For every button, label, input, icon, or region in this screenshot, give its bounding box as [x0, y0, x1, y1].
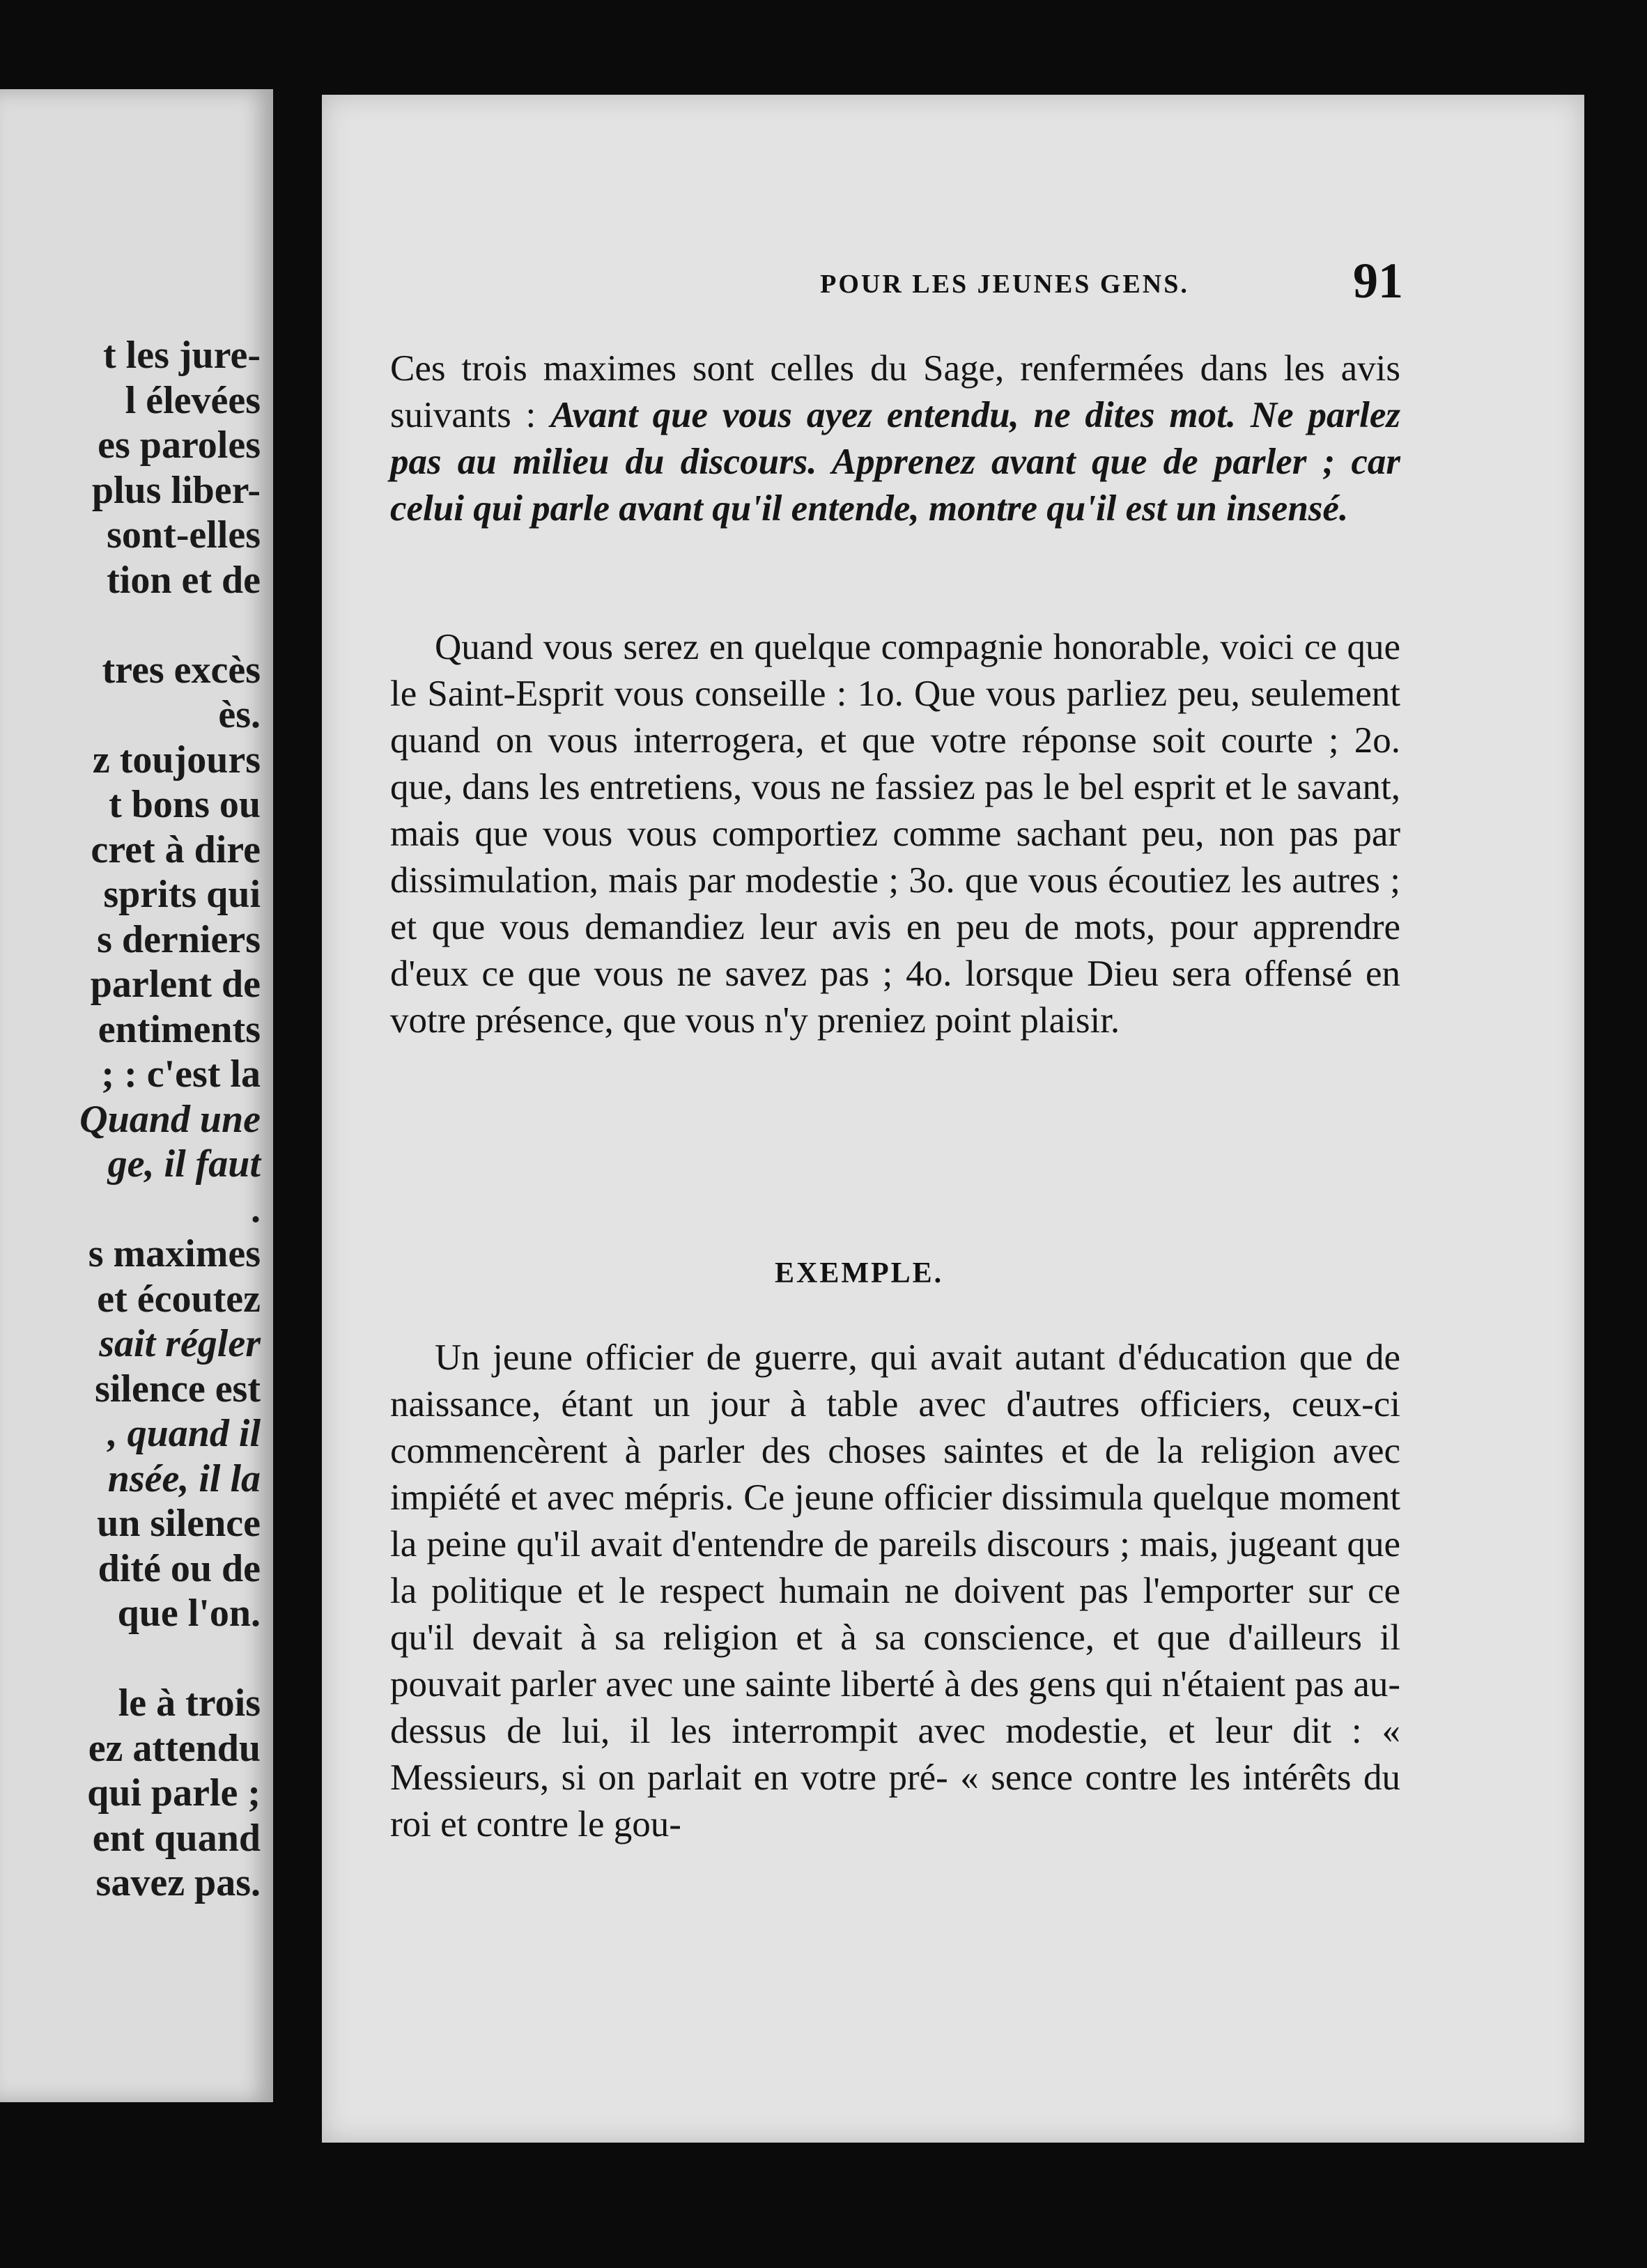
left-page-fragment: [0, 89, 273, 2102]
left-page-line: tion et de: [107, 558, 261, 602]
left-page-line: tres excès: [102, 648, 261, 692]
paragraph-example-text: Un jeune officier de guerre, qui avait autant d'éducation que de naissance, étant un jour à table avec d'autres officiers, ceux-ci commencèrent à parler des choses saintes et de la religion avec impiété et avec mépris. Ce jeune officier dissimula quelque moment la peine qu'il avait d'entendre de pareils discours ; mais, jugeant que la politique et le respect humain ne doivent pas l'emporter sur ce qu'il devait à sa religion et à sa conscience, et que d'ailleurs il pouvait parler avec une sainte liberté à des gens qui n'étaient pas au-dessus de lui, il les interrompit avec modestie, et leur dit : « Messieurs, si on parlait en votre pré- « sence contre les intérêts du roi et contre le gou-: [390, 1337, 1400, 1844]
paragraph-advice-text: Quand vous serez en quelque compagnie honorable, voici ce que le Saint-Esprit vous conseille : 1o. Que vous parliez peu, seulement quand on vous interrogera, et que votre réponse soit courte ; 2o. que, dans les entretiens, vous ne fassiez pas le bel esprit et le savant, mais que vous vous comportiez comme sachant peu, non pas par dissimulation, mais par modestie ; 3o. que vous écoutiez les autres ; et que vous demandiez leur avis en peu de mots, pour apprendre d'eux ce que vous ne savez pas ; 4o. lorsque Dieu sera offensé en votre présence, que vous n'y preniez point plaisir.: [390, 627, 1400, 1041]
left-page-line: un silence: [97, 1502, 261, 1545]
left-page-line: cret à dire: [91, 828, 261, 871]
left-page-line: Quand une: [79, 1097, 261, 1141]
left-page-line: le à trois: [118, 1681, 261, 1725]
left-page-line: dité ou de: [98, 1546, 261, 1590]
running-head: POUR LES JEUNES GENS.: [820, 270, 1189, 299]
left-page-line: sait régler: [99, 1322, 261, 1365]
left-page-line: t les jure-: [103, 334, 261, 377]
left-page-line: .: [251, 1187, 261, 1231]
left-page-line: t bons ou: [109, 783, 261, 826]
left-page-line: plus liber-: [91, 468, 261, 512]
left-page-line: s maximes: [88, 1232, 261, 1275]
left-page-line: entiments: [98, 1007, 261, 1051]
paragraph-advice: [390, 624, 1400, 1044]
left-page-line: , quand il: [107, 1412, 261, 1455]
left-page-line: parlent de: [90, 963, 261, 1006]
left-page-line: et écoutez: [97, 1277, 261, 1321]
left-page-line: qui parle ;: [87, 1771, 261, 1815]
left-page-line: s derniers: [97, 917, 261, 961]
page-number: 91: [1353, 253, 1403, 309]
left-page-line: ; : c'est la: [101, 1053, 261, 1096]
paragraph-maxims: [390, 345, 1400, 532]
section-heading: EXEMPLE.: [775, 1257, 944, 1289]
left-page-line: silence est: [95, 1367, 261, 1411]
left-page-line: ès.: [218, 693, 261, 736]
right-page: [322, 95, 1584, 2143]
left-page-line: sont-elles: [107, 513, 261, 557]
left-page-line: sprits qui: [103, 873, 261, 916]
paragraph-maxims-quote: Avant que vous ayez entendu, ne dites mot. Ne parlez pas au milieu du discours. Apprenez avant que de parler ; car celui qui parle avant qu'il entende, montre qu'il est un insensé.: [390, 395, 1401, 529]
left-page-line: ent quand: [92, 1816, 261, 1860]
left-page-line: nsée, il la: [107, 1457, 261, 1500]
left-page-line: savez pas.: [95, 1861, 261, 1904]
left-page-line: ge, il faut: [107, 1142, 261, 1186]
left-page-line: ez attendu: [88, 1726, 261, 1770]
left-page-line: z toujours: [92, 738, 261, 782]
left-page-line: l élevées: [125, 378, 261, 422]
paragraph-maxims-text: Ces trois maximes sont celles du Sage, renfermées dans les avis suivants :: [390, 348, 1400, 435]
left-page-line: que l'on.: [117, 1592, 261, 1635]
paragraph-example: [390, 1335, 1400, 1848]
left-page-line: es paroles: [98, 424, 261, 467]
